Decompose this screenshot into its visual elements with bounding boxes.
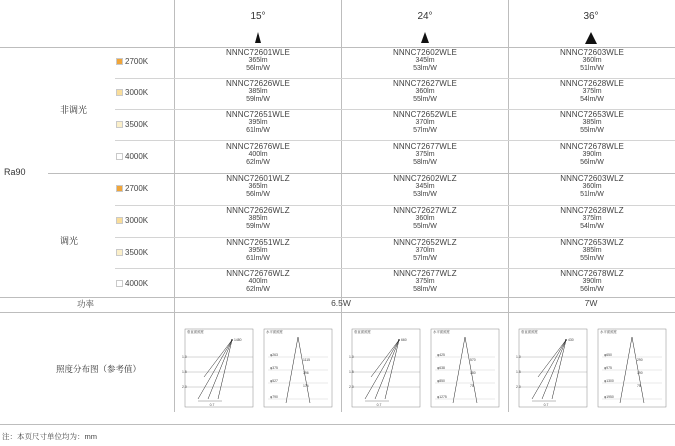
- height-tick-label: 2.0: [349, 385, 354, 389]
- efficacy-value: 54lm/W: [580, 223, 604, 231]
- product-cell: [174, 270, 342, 295]
- lumen-value: 385lm: [582, 247, 602, 255]
- product-code: NNNC72677WLE: [393, 142, 457, 151]
- product-cell: [174, 239, 342, 264]
- lux-value-label: 180: [470, 371, 476, 375]
- product-code: NNNC72626WLZ: [226, 206, 290, 215]
- beam-diameter-label: φ1300: [604, 379, 614, 383]
- efficacy-value: 55lm/W: [580, 255, 604, 263]
- product-code: NNNC72651WLE: [226, 110, 290, 119]
- product-code: NNNC72627WLZ: [393, 206, 457, 215]
- efficacy-value: 62lm/W: [246, 159, 270, 167]
- height-tick-label: 2.0: [516, 385, 521, 389]
- lumen-value: 375lm: [415, 151, 435, 159]
- lux-value-label: 70: [470, 384, 474, 388]
- narrow-beam-icon: [255, 32, 261, 43]
- product-code: NNNC72653WLZ: [560, 238, 624, 247]
- efficacy-value: 59lm/W: [246, 223, 270, 231]
- cct-label: [116, 120, 148, 129]
- product-code: NNNC72628WLZ: [560, 206, 624, 215]
- lux-value-label: 75: [637, 384, 641, 388]
- power-value-36: 7W: [584, 298, 598, 308]
- lumen-value: 400lm: [248, 278, 268, 286]
- product-code: NNNC72678WLE: [560, 142, 624, 151]
- illuminance-diagram-svg: [349, 327, 503, 411]
- product-cell: [508, 270, 675, 295]
- product-code: NNNC72676WLZ: [226, 269, 290, 278]
- efficacy-value: 56lm/W: [580, 159, 604, 167]
- lux-value-label: 176: [303, 384, 309, 388]
- cct-label: [116, 57, 148, 66]
- height-tick-label: 1.0: [182, 355, 187, 359]
- product-cell: [174, 207, 342, 232]
- light-source-dot: [565, 339, 567, 341]
- cct-value: 4000K: [125, 152, 149, 161]
- beam-diameter-label: φ527: [270, 379, 278, 383]
- color-swatch: [116, 217, 123, 224]
- product-code: NNNC72676WLE: [226, 142, 290, 151]
- product-code: NNNC72626WLE: [226, 79, 290, 88]
- cct-label: [116, 279, 148, 288]
- height-tick-label: 1.5: [516, 370, 521, 374]
- product-cell: [174, 80, 342, 105]
- efficacy-value: 53lm/W: [413, 65, 437, 73]
- efficacy-value: 58lm/W: [413, 286, 437, 294]
- efficacy-value: 56lm/W: [246, 191, 270, 199]
- beam-diameter-label: φ790: [270, 395, 278, 399]
- product-cell: [341, 239, 509, 264]
- lumen-value: 345lm: [415, 57, 435, 65]
- peak-illuminance-value: 1480: [234, 338, 242, 342]
- product-cell: [341, 80, 509, 105]
- product-cell: [341, 207, 509, 232]
- product-cell: [174, 143, 342, 168]
- product-cell: [174, 49, 342, 74]
- grid-hline-bottom: [0, 424, 675, 425]
- lumen-value: 375lm: [415, 278, 435, 286]
- lumen-value: 365lm: [248, 57, 268, 65]
- grid-hline-r3: [115, 140, 675, 141]
- beam-line: [198, 340, 232, 399]
- power-value-15-24: 6.5W: [331, 298, 351, 308]
- product-cell: [341, 143, 509, 168]
- product-code: NNNC72602WLE: [393, 48, 457, 57]
- efficacy-value: 57lm/W: [413, 255, 437, 263]
- lux-value-label: 1115: [303, 358, 311, 362]
- beam-diameter-label: φ850: [437, 379, 445, 383]
- lumen-value: 385lm: [582, 119, 602, 127]
- scale-label: 0.7: [543, 403, 549, 407]
- efficacy-value: 54lm/W: [580, 96, 604, 104]
- height-tick-label: 1.0: [516, 355, 521, 359]
- beam-diameter-label: φ263: [270, 353, 278, 357]
- horizontal-panel-title: 水平面照度: [266, 330, 283, 334]
- lux-value-label: 190: [637, 371, 643, 375]
- lumen-value: 390lm: [582, 151, 602, 159]
- lumen-value: 370lm: [415, 119, 435, 127]
- ra90-label: Ra90: [4, 167, 26, 177]
- height-tick-label: 2.0: [182, 385, 187, 389]
- product-cell: [508, 143, 675, 168]
- beam-diameter-label: φ975: [604, 366, 612, 370]
- efficacy-value: 56lm/W: [580, 286, 604, 294]
- efficacy-value: 51lm/W: [580, 191, 604, 199]
- height-tick-label: 1.5: [182, 370, 187, 374]
- lumen-value: 375lm: [582, 88, 602, 96]
- lumen-value: 390lm: [582, 278, 602, 286]
- cct-label: [116, 88, 148, 97]
- peak-illuminance-value: 430: [568, 338, 574, 342]
- lumen-value: 385lm: [248, 88, 268, 96]
- color-swatch: [116, 249, 123, 256]
- product-code: NNNC72628WLE: [560, 79, 624, 88]
- height-tick-label: 1.5: [349, 370, 354, 374]
- product-code: NNNC72602WLZ: [393, 174, 457, 183]
- product-code: NNNC72653WLE: [560, 110, 624, 119]
- efficacy-value: 57lm/W: [413, 127, 437, 135]
- color-swatch: [116, 280, 123, 287]
- efficacy-value: 51lm/W: [580, 65, 604, 73]
- lumen-value: 360lm: [582, 183, 602, 191]
- product-code: NNNC72652WLZ: [393, 238, 457, 247]
- medium-beam-icon: [421, 32, 429, 43]
- lumen-value: 360lm: [582, 57, 602, 65]
- scale-label: 0.7: [209, 403, 215, 407]
- angle-24-label: 24°: [417, 11, 433, 22]
- beam-line: [365, 340, 399, 399]
- lux-value-label: 290: [637, 358, 643, 362]
- lumen-value: 370lm: [415, 247, 435, 255]
- efficacy-value: 55lm/W: [413, 223, 437, 231]
- product-cell: [508, 80, 675, 105]
- beam-diameter-label: φ638: [437, 366, 445, 370]
- product-code: NNNC72603WLZ: [560, 174, 624, 183]
- efficacy-value: 56lm/W: [246, 65, 270, 73]
- group-dimming-label: 调光: [60, 236, 79, 246]
- lumen-value: 400lm: [248, 151, 268, 159]
- product-code: NNNC72652WLE: [393, 110, 457, 119]
- color-swatch: [116, 121, 123, 128]
- illuminance-diagram-svg: [182, 327, 336, 411]
- efficacy-value: 55lm/W: [413, 96, 437, 104]
- illuminance-diagram-svg: [516, 327, 670, 411]
- product-cell: [341, 270, 509, 295]
- cct-label: [116, 152, 148, 161]
- product-code: NNNC72651WLZ: [226, 238, 290, 247]
- color-swatch: [116, 89, 123, 96]
- product-code: NNNC72677WLZ: [393, 269, 457, 278]
- scale-label: 0.7: [376, 403, 382, 407]
- lumen-value: 385lm: [248, 215, 268, 223]
- product-cell: [508, 239, 675, 264]
- beam-line: [532, 340, 566, 399]
- lumen-value: 395lm: [248, 247, 268, 255]
- product-cell: [508, 207, 675, 232]
- lux-value-label: 396: [303, 371, 309, 375]
- lumen-value: 365lm: [248, 183, 268, 191]
- vertical-panel-title: 垂直面照度: [354, 330, 371, 334]
- product-cell: [508, 49, 675, 74]
- efficacy-value: 61lm/W: [246, 255, 270, 263]
- illuminance-diagram: [349, 327, 503, 411]
- light-source-dot: [398, 339, 400, 341]
- cct-label: [116, 184, 148, 193]
- illuminance-diagram: [182, 327, 336, 411]
- product-code: NNNC72601WLZ: [226, 174, 290, 183]
- efficacy-value: 62lm/W: [246, 286, 270, 294]
- angle-15-label: 15°: [250, 11, 266, 22]
- efficacy-value: 58lm/W: [413, 159, 437, 167]
- color-swatch: [116, 153, 123, 160]
- illuminance-label: 照度分布图（参考值）: [56, 364, 142, 374]
- lumen-value: 360lm: [415, 215, 435, 223]
- product-code: NNNC72627WLE: [393, 79, 457, 88]
- efficacy-value: 59lm/W: [246, 96, 270, 104]
- grid-hline-power-bottom: [0, 312, 675, 313]
- peak-illuminance-value: 660: [401, 338, 407, 342]
- beam-diameter-label: φ375: [270, 366, 278, 370]
- product-cell: [341, 49, 509, 74]
- beam-diameter-label: φ1275: [437, 395, 447, 399]
- group-non-dimming-label: 非调光: [60, 105, 88, 115]
- lux-value-label: 570: [470, 358, 476, 362]
- cct-value: 4000K: [125, 279, 149, 288]
- cct-value: 3000K: [125, 216, 149, 225]
- cct-label: [116, 248, 148, 257]
- lumen-value: 345lm: [415, 183, 435, 191]
- lumen-value: 375lm: [582, 215, 602, 223]
- wide-beam-icon: [585, 32, 597, 44]
- cct-value: 2700K: [125, 184, 149, 193]
- efficacy-value: 55lm/W: [580, 127, 604, 135]
- product-cell: [508, 175, 675, 200]
- light-source-dot: [231, 339, 233, 341]
- product-cell: [174, 175, 342, 200]
- cct-label: [116, 216, 148, 225]
- cct-value: 3000K: [125, 88, 149, 97]
- vertical-panel-title: 垂直面照度: [187, 330, 204, 334]
- beam-diameter-label: φ650: [604, 353, 612, 357]
- color-swatch: [116, 58, 123, 65]
- cct-value: 2700K: [125, 57, 149, 66]
- horizontal-panel-title: 水平面照度: [600, 330, 617, 334]
- height-tick-label: 1.0: [349, 355, 354, 359]
- angle-36-label: 36°: [583, 11, 599, 22]
- efficacy-value: 53lm/W: [413, 191, 437, 199]
- horizontal-panel-title: 水平面照度: [433, 330, 450, 334]
- product-cell: [341, 175, 509, 200]
- lumen-value: 360lm: [415, 88, 435, 96]
- color-swatch: [116, 185, 123, 192]
- product-code: NNNC72601WLE: [226, 48, 290, 57]
- footnote: 注：本页尺寸单位均为：mm: [2, 432, 97, 441]
- product-cell: [508, 111, 675, 136]
- product-code: NNNC72678WLZ: [560, 269, 624, 278]
- cct-value: 3500K: [125, 120, 149, 129]
- product-cell: [174, 111, 342, 136]
- efficacy-value: 61lm/W: [246, 127, 270, 135]
- cct-value: 3500K: [125, 248, 149, 257]
- product-code: NNNC72603WLE: [560, 48, 624, 57]
- lumen-value: 395lm: [248, 119, 268, 127]
- beam-diameter-label: φ1950: [604, 395, 614, 399]
- beam-diameter-label: φ425: [437, 353, 445, 357]
- product-cell: [341, 111, 509, 136]
- illuminance-diagram: [516, 327, 670, 411]
- vertical-panel-title: 垂直面照度: [521, 330, 538, 334]
- power-label: 功率: [77, 299, 95, 309]
